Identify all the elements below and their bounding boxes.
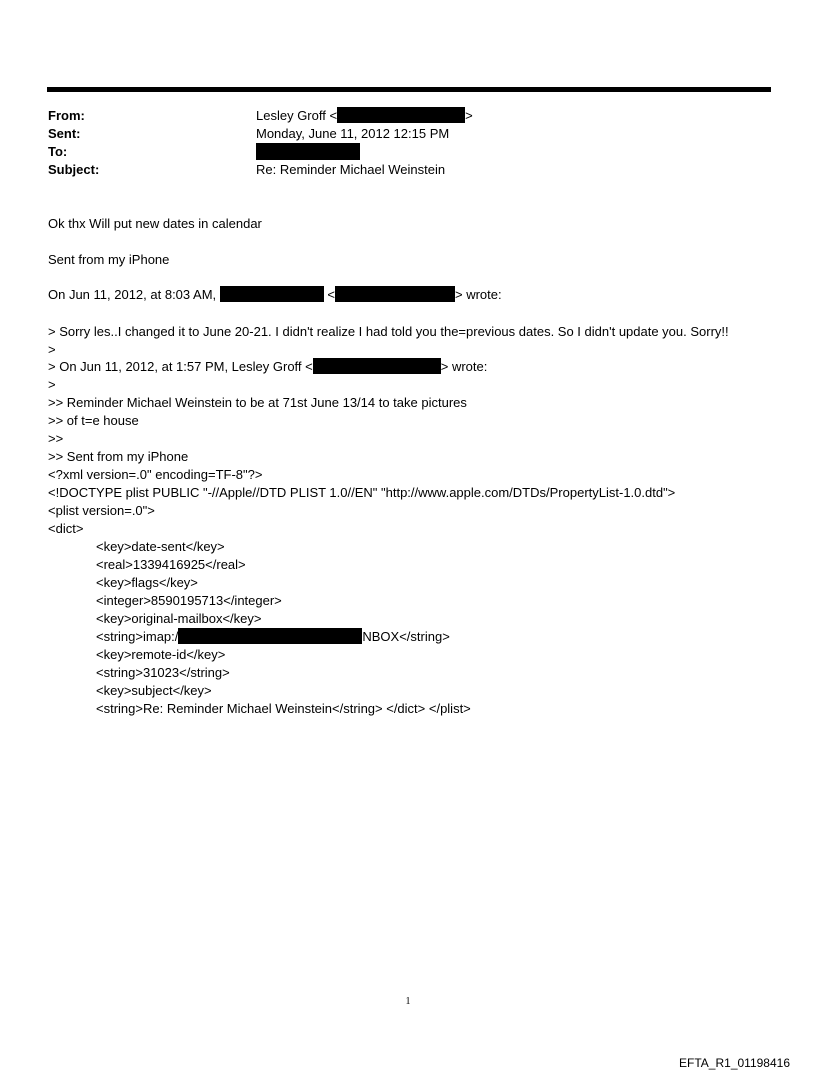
quoted-line: >> Sent from my iPhone xyxy=(48,449,189,464)
dict-line: <key>flags</key> xyxy=(96,575,198,590)
plist-line: <plist version=.0"> xyxy=(48,503,155,518)
from-label: From: xyxy=(48,108,85,123)
plist-line: <?xml version=.0" encoding=TF-8"?> xyxy=(48,467,263,482)
plist-line: <!DOCTYPE plist PUBLIC "-//Apple//DTD PLIST 1.0//EN" "http://www.apple.com/DTDs/PropertyList-1.0.dtd"> xyxy=(48,485,676,500)
redaction-box xyxy=(178,628,362,644)
redaction-box xyxy=(313,358,441,374)
reply-text: Ok thx Will put new dates in calendar xyxy=(48,216,262,231)
mailbox-suffix: NBOX</string> xyxy=(362,629,450,644)
dict-line: <key>original-mailbox</key> xyxy=(96,611,262,626)
dict-line xyxy=(96,628,450,646)
dict-line: <string>31023</string> xyxy=(96,665,230,680)
from-value xyxy=(256,107,473,125)
quoted-line: > xyxy=(48,377,56,392)
redaction-box xyxy=(220,286,324,302)
to-label: To: xyxy=(48,144,68,159)
dict-line: <key>date-sent</key> xyxy=(96,539,225,554)
subject-value: Re: Reminder Michael Weinstein xyxy=(256,162,446,177)
dict-line-text: <string>imap:/ xyxy=(96,629,179,644)
quoted-line-text: > On Jun 11, 2012, at 1:57 PM, Lesley Groff < xyxy=(48,359,313,374)
signature-text: Sent from my iPhone xyxy=(48,252,170,267)
quoted-line: >> xyxy=(48,431,64,446)
quote-intro-lt: < xyxy=(327,287,335,302)
page-number: 1 xyxy=(405,996,411,1007)
quote-intro-suffix: > wrote: xyxy=(455,287,502,302)
redaction-box xyxy=(256,143,360,160)
quoted-line: > xyxy=(48,342,56,357)
quote-intro xyxy=(48,286,502,304)
header-rule xyxy=(47,87,771,92)
dict-line: <integer>8590195713</integer> xyxy=(96,593,282,608)
subject-label: Subject: xyxy=(48,162,100,177)
dict-line: <key>subject</key> xyxy=(96,683,212,698)
redaction-box xyxy=(335,286,455,302)
dict-line: <string>Re: Reminder Michael Weinstein</string> </dict> </plist> xyxy=(96,701,471,716)
dict-line: <real>1339416925</real> xyxy=(96,557,246,572)
quoted-line xyxy=(48,358,487,376)
quoted-line: > Sorry les..I changed it to June 20-21. I didn't realize I had told you the=previous dates. So I didn't update you. Sorry!! xyxy=(48,324,729,339)
plist-line: <dict> xyxy=(48,521,84,536)
bates-number: EFTA_R1_01198416 xyxy=(679,1056,790,1070)
dict-line: <key>remote-id</key> xyxy=(96,647,226,662)
quoted-line: >> of t=e house xyxy=(48,413,139,428)
quote-intro-prefix: On Jun 11, 2012, at 8:03 AM, xyxy=(48,287,217,302)
to-value xyxy=(256,143,360,162)
sent-label: Sent: xyxy=(48,126,81,141)
sent-value: Monday, June 11, 2012 12:15 PM xyxy=(256,126,450,141)
from-name: Lesley Groff < xyxy=(256,108,338,123)
quoted-line: >> Reminder Michael Weinstein to be at 71st June 13/14 to take pictures xyxy=(48,395,467,410)
from-close: > xyxy=(465,108,473,123)
nested-wrote-suffix: > wrote: xyxy=(440,359,488,374)
redaction-box xyxy=(337,107,465,123)
